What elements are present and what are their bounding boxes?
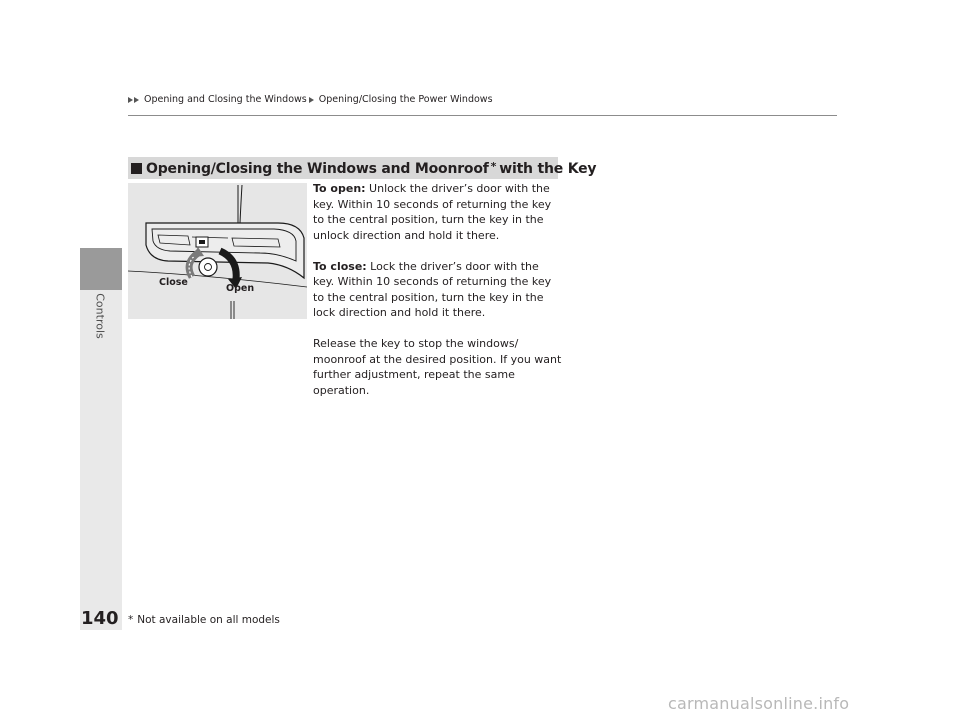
key-illustration [128,183,307,319]
instructions-text [313,181,563,414]
breadcrumb-item-power-windows[interactable]: Opening/Closing the Power Windows [318,94,493,105]
section-square-icon [131,163,142,174]
breadcrumb-item-windows[interactable]: Opening and Closing the Windows [144,94,307,105]
door-lock-drawing-icon [128,183,307,319]
release-paragraph: Release the key to stop the windows/ moonroof at the desired position. If you want further adjustment, repeat the same operation. [313,337,562,397]
breadcrumb [128,94,493,105]
open-lead: To open: [313,182,366,195]
footnote-text: Not available on all models [137,614,280,626]
breadcrumb-arrow-icon [309,97,314,103]
close-paragraph [313,259,563,321]
close-lead: To close: [313,259,367,273]
breadcrumb-arrow-icon [128,97,133,103]
page-number: 140 [81,608,119,629]
close-label: Close [159,277,188,288]
open-text: Unlock the driver’s door with the key. Within 10 seconds of returning the key to the central position, turn the key in the unlock direction and hold it there. [313,182,552,242]
header-rule [128,115,837,116]
section-title-part1: Opening/Closing the Windows and Moonroof [146,160,489,177]
watermark: carmanualsonline.info [668,694,850,713]
close-text: Lock the driver’s door with the key. Within 10 seconds of returning the key to the central position, turn the key in the lock direction and hold it there. [313,259,552,319]
section-asterisk: * [490,159,497,173]
section-heading [128,157,597,179]
side-tab-marker [80,248,122,290]
open-label: Open [226,283,255,294]
side-tab-label: Controls [93,293,107,339]
section-title [146,160,596,177]
footnote-marker: * [128,614,134,626]
section-title-part2: with the Key [499,160,597,177]
open-paragraph [313,181,563,243]
footnote [128,614,280,626]
breadcrumb-arrow-icon [134,97,139,103]
